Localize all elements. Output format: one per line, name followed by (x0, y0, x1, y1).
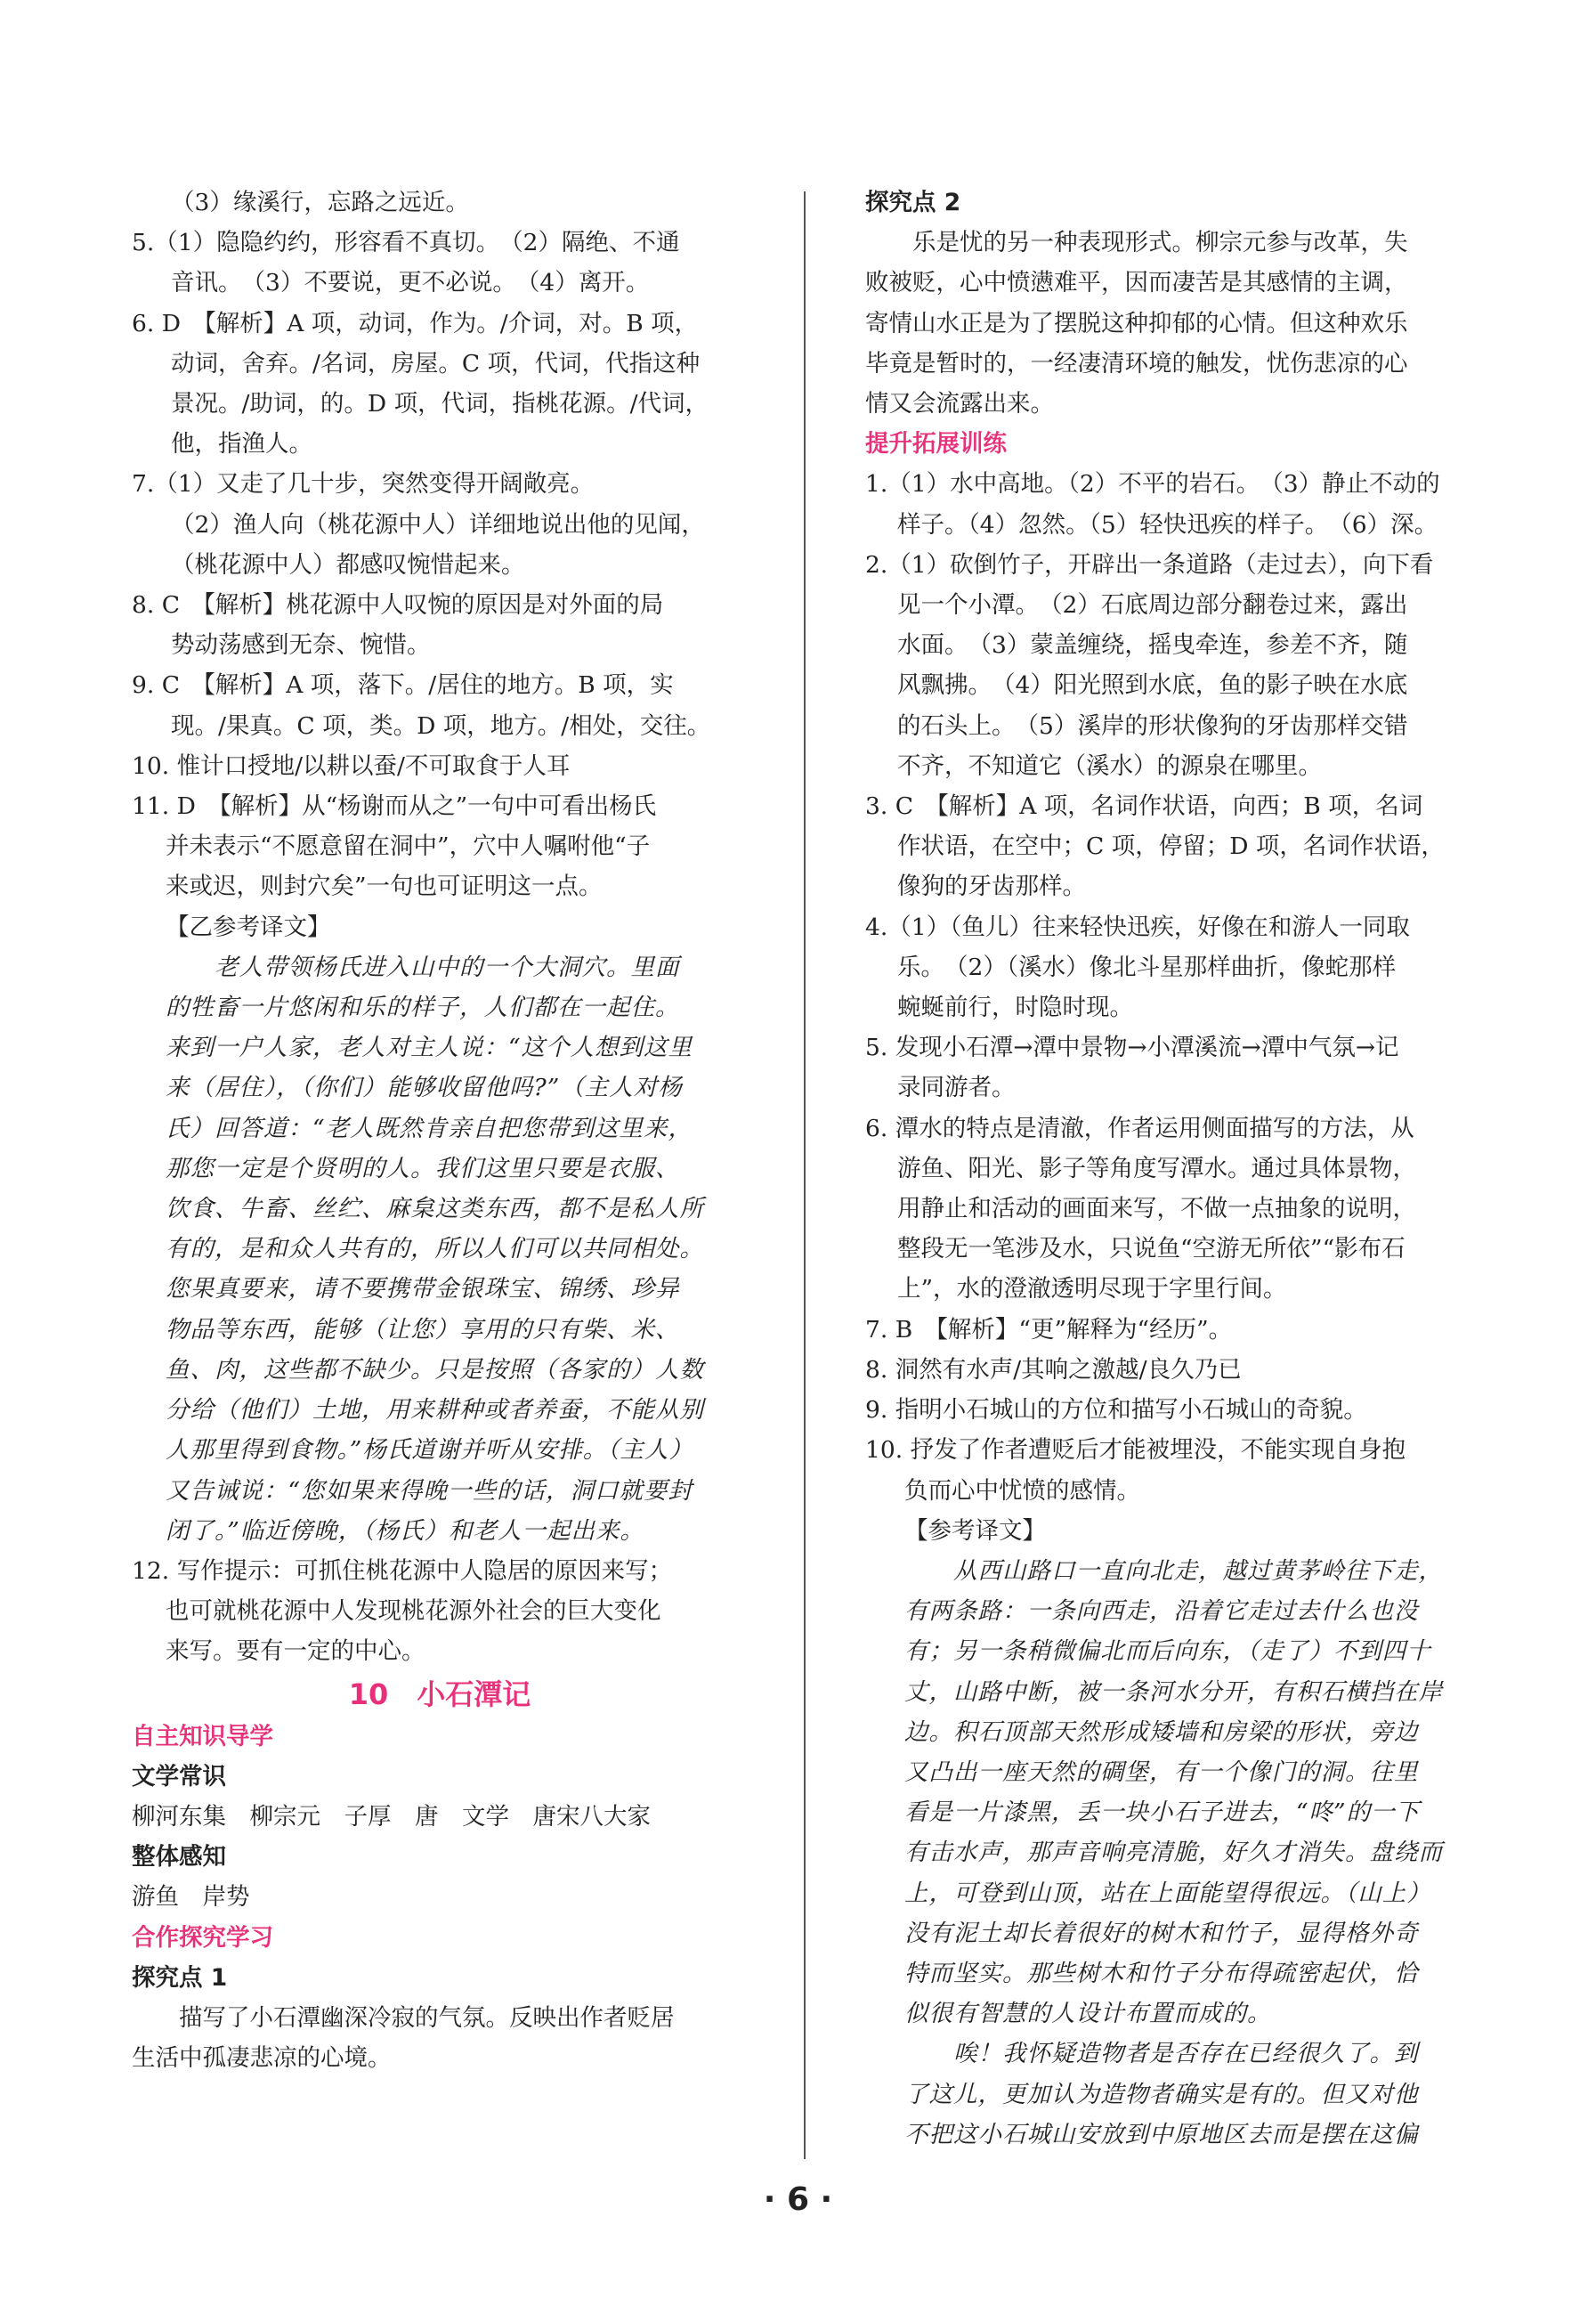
text-line: 见一个小潭。 （2）石底周边部分翻卷过来，露出 (897, 591, 1408, 620)
text-line: 自主知识导学 (132, 1722, 273, 1750)
text-line: 7. B 【解析】“更”解释为“经历”。 (865, 1315, 1233, 1344)
text-line: 丈，山路中断，被一条河水分开，有积石横挡在岸 (904, 1677, 1443, 1706)
text-line: 氏）回答道：“老人既然肯亲自把您带到这里来， (166, 1114, 693, 1142)
left-column (132, 183, 748, 2078)
text-line: 整体感知 (132, 1843, 226, 1871)
text-line: 柳河东集 柳宗元 子厚 唐 文学 唐宋八大家 (132, 1802, 651, 1831)
text-line: 【参考译文】 (904, 1516, 1046, 1545)
text-line: 音讯。 （3）不要说，更不必说。 （4）离开。 (171, 269, 650, 297)
text-line: 水面。 （3）蒙盖缠绕，摇曳牵连，参差不齐，随 (897, 631, 1408, 660)
text-line: 又告诫说：“您如果来得晚一些的话，洞口就要封 (166, 1476, 693, 1505)
text-line: 合作探究学习 (132, 1923, 273, 1952)
text-line: 情又会流露出来。 (865, 390, 1054, 418)
text-line: 有；另一条稍微偏北而后向东，（走了）不到四十 (904, 1637, 1431, 1666)
text-line: 人那里得到食物。”杨氏道谢并听从安排。（主人） (166, 1436, 694, 1465)
text-line: 7.（1）又走了几十步，突然变得开阔敞亮。 (132, 470, 595, 499)
text-line: 有击水声，那声音响亮清脆，好久才消失。盘绕而 (904, 1839, 1443, 1867)
text-line: 寄情山水正是为了摆脱这种抑郁的心情。但这种欢乐 (865, 309, 1408, 337)
text-line: 来（居住），（你们）能够收留他吗?”（主人对杨 (166, 1074, 683, 1102)
text-line: 看是一片漆黑，丢一块小石子进去，“咚”的一下 (904, 1798, 1421, 1827)
text-line: 样子。（4）忽然。（5）轻快迅疾的样子。 （6）深。 (897, 510, 1438, 539)
text-line: 作状语，在空中；C 项，停留；D 项，名词作状语， (897, 832, 1445, 861)
text-line: 6. D 【解析】A 项，动词，作为。/介词，对。B 项， (132, 309, 699, 337)
text-line: 像狗的牙齿那样。 (897, 873, 1086, 901)
text-line: （3）缘溪行，忘路之远近。 (171, 189, 469, 216)
text-line: 毕竟是暂时的，一经凄清环境的触发，忧伤悲凉的心 (865, 349, 1408, 378)
text-line: 文学常识 (132, 1762, 226, 1790)
text-line: 10. 惟计口授地/以耕以蚕/不可取食于人耳 (132, 751, 571, 780)
text-line: 败被贬，心中愤懑难平，因而凄苦是其感情的主调， (865, 269, 1408, 297)
text-line: 上”，水的澄澈透明尽现于字里行间。 (897, 1275, 1287, 1303)
text-line: 闭了。”临近傍晚，（杨氏）和老人一起出来。 (166, 1516, 645, 1545)
text-line: 老人带领杨氏进入山中的一个大洞穴。里面 (166, 953, 680, 981)
lesson-title: 10 小石潭记 (348, 1677, 531, 1711)
text-line: 分给（他们）土地，用来耕种或者养蚕，不能从别 (166, 1396, 704, 1425)
text-line: 的石头上。 （5）溪岸的形状像狗的牙齿那样交错 (897, 711, 1408, 740)
text-line: 特而坚实。那些树木和竹子分布得疏密起伏，恰 (904, 1959, 1419, 1987)
text-line: 从西山路口一直向北走，越过黄茅岭往下走， (904, 1556, 1443, 1585)
text-line: 1.（1）水中高地。（2）不平的岩石。 （3）静止不动的 (865, 470, 1440, 499)
text-line: 他，指渔人。 (171, 430, 312, 459)
right-answers (865, 183, 1478, 2155)
text-line: 您果真要来，请不要携带金银珠宝、锦绣、珍异 (166, 1275, 680, 1303)
text-line: 似很有智慧的人设计布置而成的。 (904, 2000, 1272, 2028)
text-line: 5. 发现小石潭→潭中景物→小潭溪流→潭中气氛→记 (865, 1034, 1399, 1062)
text-line: 6. 潭水的特点是清澈，作者运用侧面描写的方法，从 (865, 1114, 1414, 1142)
text-line: 2.（1）砍倒竹子，开辟出一条道路（走过去），向下看 (865, 550, 1434, 579)
text-line: 5.（1）隐隐约约，形容看不真切。 （2）隔绝、不通 (132, 229, 680, 257)
right-column (865, 183, 1478, 2155)
text-line: 不齐，不知道它（溪水）的源泉在哪里。 (897, 751, 1322, 780)
column-divider (804, 191, 806, 2159)
text-line: 上，可登到山顶，站在上面能望得很远。（山上） (904, 1879, 1431, 1907)
text-line: 不把这小石城山安放到中原地区去而是摆在这偏 (904, 2120, 1419, 2148)
text-line: 有的，是和众人共有的，所以人们可以共同相处。 (166, 1235, 704, 1263)
text-line: （桃花源中人）都感叹惋惜起来。 (171, 550, 525, 579)
text-line: 物品等东西，能够（让您）享用的只有柴、米、 (166, 1315, 680, 1344)
text-line: 乐是忧的另一种表现形式。柳宗元参与改革，失 (865, 229, 1408, 257)
text-line: 游鱼、阳光、影子等角度写潭水。通过具体景物， (897, 1154, 1416, 1182)
text-line: 9. 指明小石城山的方位和描写小石城山的奇貌。 (865, 1396, 1367, 1425)
text-line: 探究点 1 (132, 1963, 228, 1992)
text-line: 来写。要有一定的中心。 (166, 1637, 425, 1666)
text-line: 用静止和活动的画面来写，不做一点抽象的说明， (897, 1195, 1416, 1223)
text-line: 的牲畜一片悠闲和乐的样子，人们都在一起住。 (166, 994, 680, 1022)
text-line: 8. C 【解析】桃花源中人叹惋的原因是对外面的局 (132, 591, 664, 620)
text-line: 来到一户人家，老人对主人说：“这个人想到这里 (166, 1034, 693, 1062)
left-answers (132, 183, 748, 1672)
text-line: 饮食、牛畜、丝纻、麻枲这类东西，都不是私人所 (166, 1195, 704, 1223)
text-line: 势动荡感到无奈、惋惜。 (171, 631, 431, 660)
text-line: 动词，舍弃。/名词，房屋。C 项，代词，代指这种 (171, 349, 701, 378)
text-line: 也可就桃花源中人发现桃花源外社会的巨大变化 (166, 1597, 661, 1626)
text-line: 现。/果真。C 项，类。D 项，地方。/相处，交往。 (171, 711, 711, 740)
text-line: 没有泥土却长着很好的树木和竹子，显得格外奇 (904, 1919, 1419, 1947)
text-line: 游鱼 岸势 (132, 1883, 250, 1912)
text-line: 生活中孤凄悲凉的心境。 (132, 2044, 392, 2073)
text-line: 来或迟，则封穴矣”一句也可证明这一点。 (166, 873, 603, 901)
text-line: （2）渔人向（桃花源中人）详细地说出他的见闻， (171, 510, 705, 539)
text-line: 并未表示“不愿意留在洞中”，穴中人嘱咐他“子 (166, 832, 651, 861)
text-line: 风飘拂。 （4）阳光照到水底，鱼的影子映在水底 (897, 671, 1408, 700)
text-line: 那您一定是个贤明的人。我们这里只要是衣服、 (166, 1154, 680, 1182)
text-line: 10. 抒发了作者遭贬后才能被埋没，不能实现自身抱 (865, 1436, 1406, 1465)
text-line: 8. 洞然有水声/其响之激越/良久乃已 (865, 1355, 1242, 1384)
text-line: 11. D 【解析】从“杨谢而从之”一句中可看出杨氏 (132, 792, 657, 821)
text-line: 唉！我怀疑造物者是否存在已经很久了。到 (904, 2040, 1419, 2068)
text-line: 12. 写作提示：可抓住桃花源中人隐居的原因来写； (132, 1556, 673, 1585)
page-number: · 6 · (763, 2181, 833, 2218)
text-line: 乐。 （2）（溪水）像北斗星那样曲折，像蛇那样 (897, 953, 1397, 981)
text-line: 录同游者。 (897, 1074, 1016, 1102)
text-line: 又凸出一座天然的碉堡，有一个像门的洞。往里 (904, 1758, 1419, 1786)
text-line: 探究点 2 (865, 189, 961, 216)
text-line: 鱼、肉，这些都不缺少。只是按照（各家的）人数 (166, 1355, 704, 1384)
text-line: 景况。/助词，的。D 项，代词，指桃花源。/代词， (171, 390, 709, 418)
text-line: 描写了小石潭幽深冷寂的气氛。反映出作者贬居 (132, 2003, 675, 2032)
text-line: 9. C 【解析】A 项，落下。/居住的地方。B 项，实 (132, 671, 674, 700)
left-answers-b (132, 1717, 748, 2079)
text-line: 4.（1）（鱼儿）往来轻快迅疾，好像在和游人一同取 (865, 913, 1410, 941)
text-line: 3. C 【解析】A 项，名词作状语，向西；B 项，名词 (865, 792, 1423, 821)
text-line: 负而心中忧愤的感情。 (904, 1476, 1140, 1505)
text-line: 了这儿，更加认为造物者确实是有的。但又对他 (904, 2080, 1419, 2108)
text-line: 【乙参考译文】 (166, 913, 331, 941)
text-line: 提升拓展训练 (865, 430, 1007, 459)
text-line: 蜿蜒前行，时隐时现。 (897, 994, 1133, 1022)
text-line: 边。积石顶部天然形成矮墙和房梁的形状，旁边 (904, 1717, 1419, 1746)
text-line: 有两条路：一条向西走，沿着它走过去什么也没 (904, 1597, 1419, 1626)
text-line: 整段无一笔涉及水，只说鱼“空游无所依”“影布石 (897, 1235, 1406, 1263)
